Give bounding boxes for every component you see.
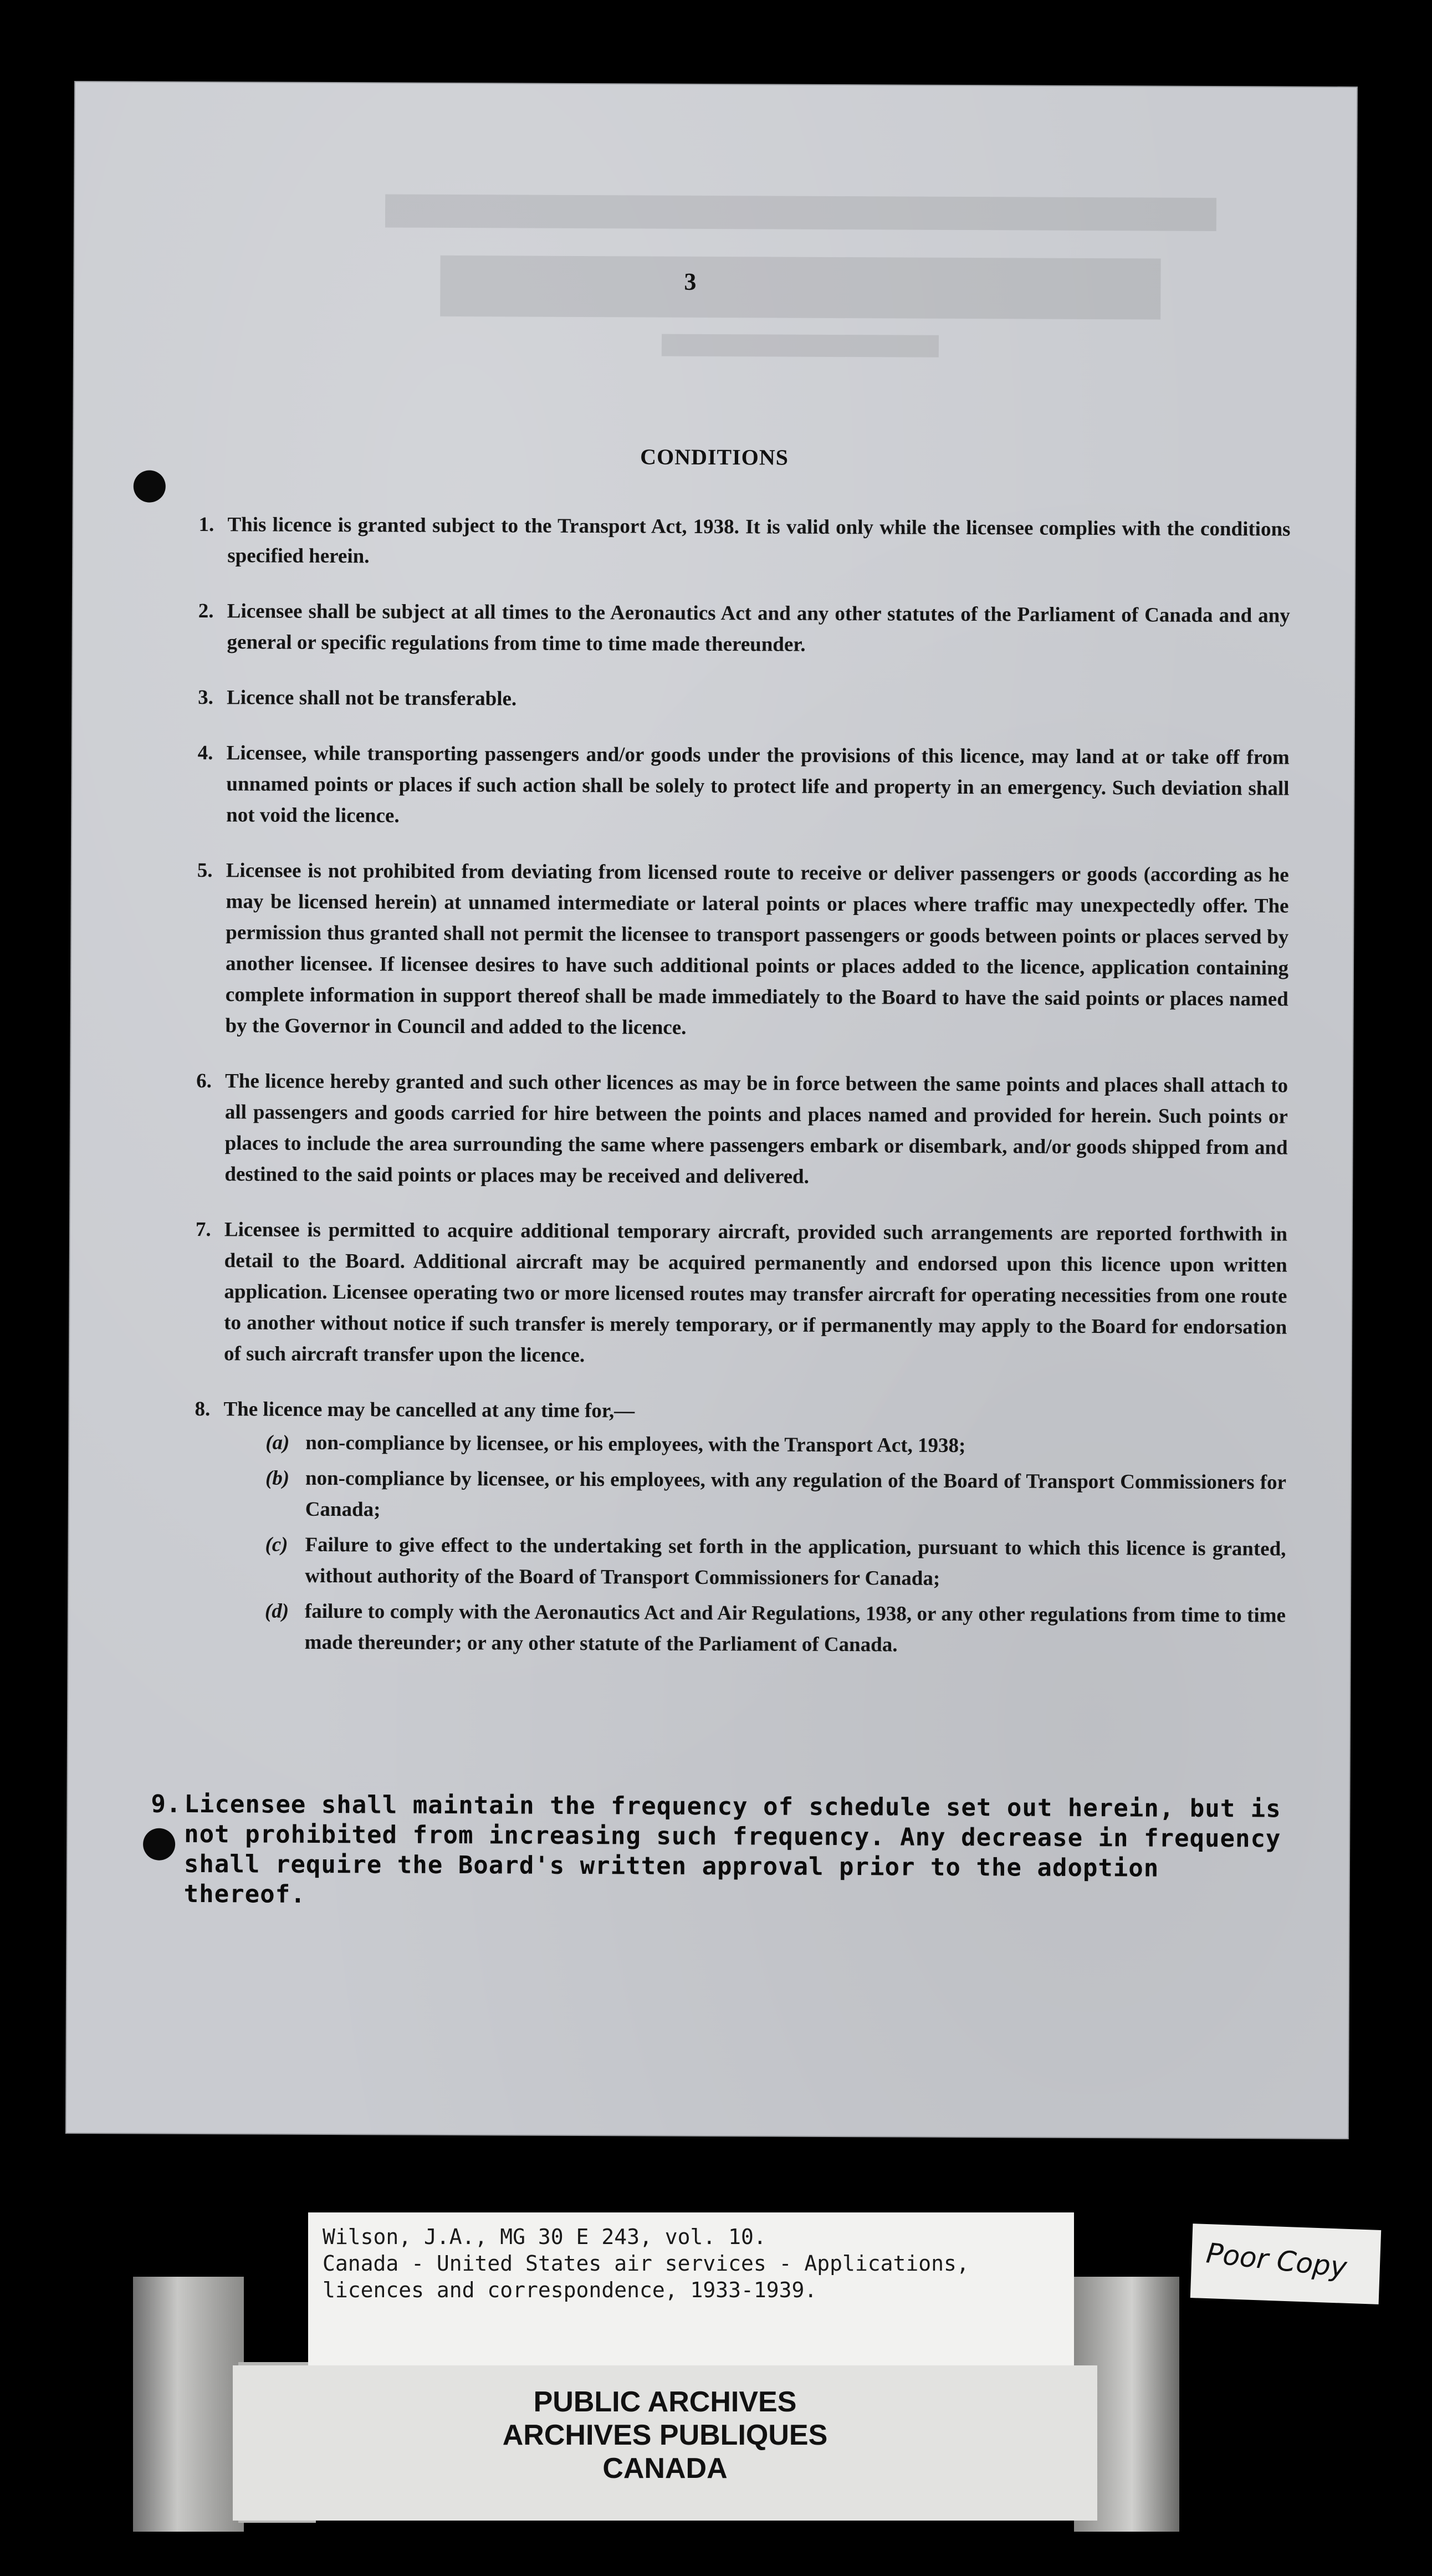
clause-text: Licensee shall be subject at all times to the Aeronautics Act and any other statutes of the Parliament of Canada and any general or specific regulations from time to time made thereunder. — [227, 600, 1290, 656]
document-page — [67, 82, 1357, 2138]
reference-line-2: Canada - United States air services - Applications, — [323, 2251, 969, 2276]
conditions-heading: CONDITIONS — [640, 444, 789, 470]
archive-label-block — [233, 2365, 1097, 2521]
subitem-d — [265, 1596, 1286, 1663]
archive-label — [233, 2385, 1097, 2485]
clause-number: 2. — [198, 599, 214, 623]
clause-text: Licensee is not prohibited from deviating from licensed route to receive or deliver passengers or goods (according as he may be licensed herein) at unnamed intermediate or lateral points or places where traffic may unexpectedly offer. The permission thus granted shall not permit the licensee to transport passengers or goods between points or places served by another licensee. If licensee desires to have such additional points or places added to the licence, application containing complete information in support thereof shall be made immediately to the Board to have the said points or places named by the Governor in Council and added to the licence. — [225, 859, 1289, 1039]
typed-clause-9 — [151, 1790, 1287, 1914]
subitem-c — [265, 1530, 1286, 1596]
handwritten-note: Poor Copy — [1204, 2237, 1349, 2284]
conditions-list — [193, 509, 1290, 1687]
bleed-through-ghost-text — [385, 172, 1217, 375]
subitem-text: Failure to give effect to the undertaking set forth in the application, pursuant to which this licence is granted, without authority of the Board of Transport Commissioners for Canada; — [305, 1533, 1286, 1590]
clause-3 — [198, 682, 1290, 718]
subitem-b — [265, 1463, 1286, 1530]
archive-label-line-3: CANADA — [602, 2452, 728, 2485]
archive-label-line-2: ARCHIVES PUBLIQUES — [502, 2419, 828, 2451]
page-number: 3 — [684, 268, 697, 295]
subitem-mark: (a) — [265, 1431, 290, 1454]
typed-clause-text: Licensee shall maintain the frequency of schedule set out herein, but is not prohibited from increasing such frequency. Any decrease in frequency shall require the Board's written approval prior to the adoption thereof. — [183, 1790, 1281, 1909]
clause-number: 1. — [198, 513, 214, 536]
reference-line-1: Wilson, J.A., MG 30 E 243, vol. 10. — [323, 2225, 766, 2249]
clause-text: The licence may be cancelled at any time for,— — [223, 1398, 635, 1423]
handwritten-note-slip — [1190, 2224, 1381, 2304]
archive-label-line-1: PUBLIC ARCHIVES — [533, 2386, 797, 2418]
clause-7 — [195, 1214, 1287, 1374]
cancellation-grounds-list — [223, 1427, 1287, 1662]
clause-6 — [196, 1066, 1288, 1195]
clause-4 — [197, 738, 1290, 836]
subitem-text: non-compliance by licensee, or his employees, with any regulation of the Board of Transport Commissioners for Canada; — [305, 1466, 1287, 1521]
punch-hole-mark — [134, 470, 166, 502]
reference-line-3: licences and correspondence, 1933-1939. — [323, 2278, 817, 2302]
clause-5 — [196, 855, 1288, 1046]
clause-number: 3. — [198, 686, 213, 709]
clause-text: Licensee, while transporting passengers and/or goods under the provisions of this licence, may land at or take off from unnamed points or places if such action shall be solely to protect life and property in an emergency. Such deviation shall not void the licence. — [226, 742, 1290, 827]
clause-number: 5. — [197, 858, 213, 882]
binder-clip-left — [133, 2277, 244, 2532]
clause-text: This licence is granted subject to the Transport Act, 1938. It is valid only while the licensee complies with the conditions specified herein. — [227, 513, 1291, 568]
clause-number: 7. — [195, 1218, 211, 1241]
clause-number: 4. — [197, 741, 213, 765]
clause-text: Licence shall not be transferable. — [227, 686, 517, 711]
subitem-mark: (c) — [265, 1533, 288, 1556]
clause-text: Licensee is permitted to acquire additional temporary aircraft, provided such arrangements are reported forthwith in detail to the Board. Additional aircraft may be acquired permanently and endorsed upon this licence upon written application. Licensee operating two or more licensed routes may transfer aircraft for operating necessities from one route to another without notice if such transfer is merely temporary, or if permanently may apply to the Board for endorsation of such aircraft transfer upon the licence. — [223, 1218, 1288, 1367]
subitem-mark: (d) — [264, 1599, 289, 1623]
clause-number: 9. — [151, 1790, 182, 1818]
punch-hole-mark — [143, 1828, 175, 1861]
subitem-mark: (b) — [265, 1466, 290, 1490]
clause-number: 6. — [196, 1069, 212, 1093]
subitem-text: failure to comply with the Aeronautics Act and Air Regulations, 1938, or any other regulations from time to time made thereunder; or any other statute of the Parliament of Canada. — [304, 1599, 1286, 1657]
subitem-text: non-compliance by licensee, or his employees, with the Transport Act, 1938; — [305, 1431, 966, 1458]
clause-2 — [198, 596, 1290, 663]
clause-1 — [198, 509, 1290, 576]
clause-number: 8. — [195, 1397, 211, 1421]
clause-8 — [194, 1394, 1287, 1663]
subitem-a — [265, 1428, 1286, 1463]
archive-reference-text — [323, 2224, 969, 2303]
clause-text: The licence hereby granted and such other licences as may be in force between the same points and places shall attach to all passengers and goods carried for hire between the points and places named and provided for herein. Such points or places to include the area surrounding the same where passengers embark or disembark, and/or goods shipped from and destined to the said points or places may be received and delivered. — [224, 1070, 1288, 1188]
